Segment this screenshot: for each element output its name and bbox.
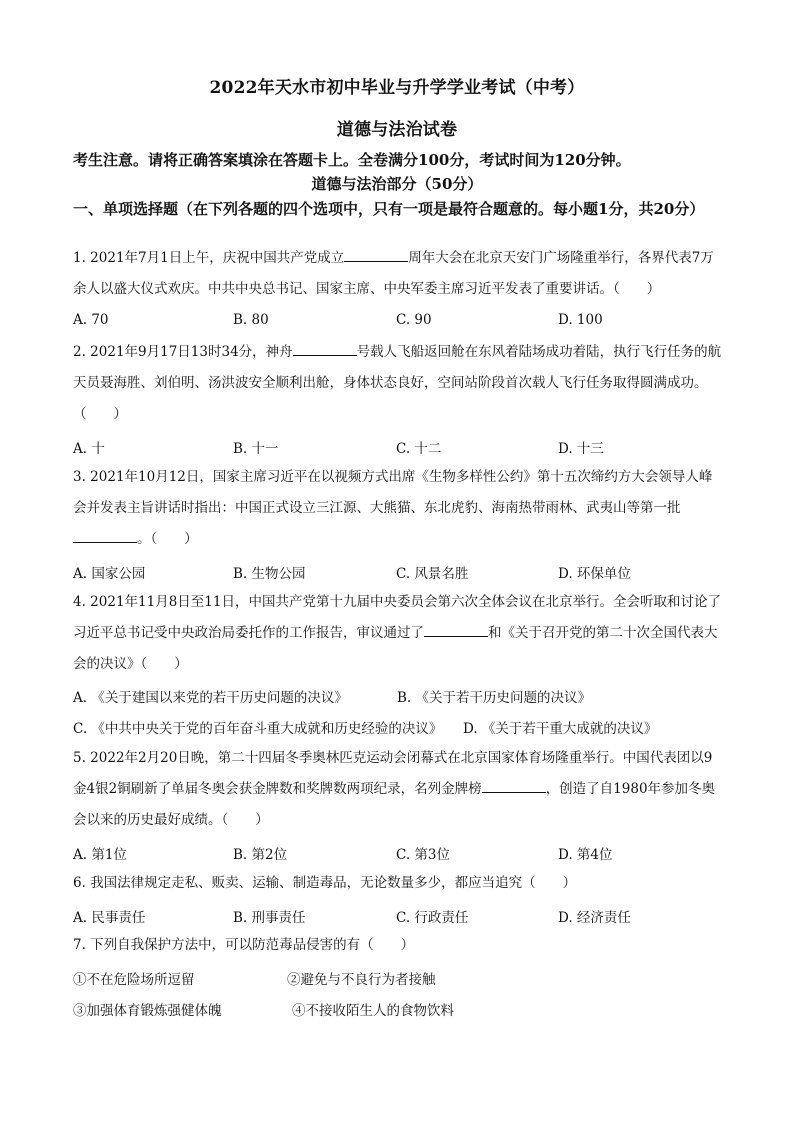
- option-a: A. 民事责任: [73, 910, 146, 926]
- exam-notice: 考生注意。请将正确答案填涂在答题卡上。全卷满分100分，考试时间为120分钟。: [73, 151, 631, 169]
- answer-blank: [424, 622, 488, 637]
- option-c: C. 行政责任: [396, 910, 469, 926]
- option-b: B. 十一: [233, 441, 279, 457]
- option-d: D. 第4位: [558, 847, 613, 863]
- question-3-text-after: 。（ ）: [137, 531, 198, 547]
- question-1-options: [73, 312, 723, 332]
- question-4-text-before: 4. 2021年11月8日至11日，中国共产党第十九届中央委员会第六次全体会议在北京举行。全会听取和讨论了习近平总书记受中央政治局委托作的工作报告，审议通过了: [73, 594, 721, 641]
- option-c: C. 《中共中央关于党的百年奋斗重大成就和历史经验的决议》: [73, 721, 443, 737]
- question-2: [73, 337, 723, 430]
- option-a: A. 70: [73, 312, 109, 328]
- option-c: C. 风景名胜: [396, 566, 469, 582]
- section-heading: 一、单项选择题（在下列各题的四个选项中，只有一项是最符合题意的。每小题1分，共20分）: [73, 200, 705, 218]
- option-b: B. 第2位: [233, 847, 288, 863]
- question-1-text-before: 1. 2021年7月1日上午，庆祝中国共产党成立: [73, 250, 345, 266]
- option-d: D. 十三: [558, 441, 604, 457]
- question-5-text-before: 5. 2022年2月20日晚，第二十四届冬季奥林匹克运动会闭幕式在北京国家体育场隆重举行。中国代表团以9金4银2铜刷新了单届冬奥会获金牌数和奖牌数两项纪录，名列金牌榜: [73, 750, 713, 797]
- option-d: D. 经济责任: [558, 910, 631, 926]
- question-1: [73, 243, 723, 305]
- choice-1: ①不在危险场所逗留: [73, 972, 195, 988]
- question-5-text-after: ，创造了自1980年参加冬奥会以来的历史最好成绩。（ ）: [73, 781, 716, 828]
- question-6: [73, 868, 723, 899]
- question-3-options: [73, 562, 723, 582]
- answer-blank: [482, 778, 546, 793]
- exam-title: 2022年天水市初中毕业与升学学业考试（中考）: [209, 78, 585, 98]
- option-b: B. 刑事责任: [233, 910, 306, 926]
- question-3-text-before: 3. 2021年10月12日，国家主席习近平在以视频方式出席《生物多样性公约》第十五次缔约方大会领导人峰会并发表主旨讲话时指出：中国正式设立三江源、大熊猫、东北虎豹、海南热带雨林、武夷山等第一批: [73, 469, 713, 516]
- option-b: B. 生物公园: [233, 566, 306, 582]
- option-b: B. 80: [233, 312, 269, 328]
- question-7: [73, 930, 723, 961]
- choice-2: ②避免与不良行为者接触: [287, 972, 436, 988]
- part-heading: 道德与法治部分（50分）: [311, 175, 483, 193]
- option-a: A. 《关于建国以来党的若干历史问题的决议》: [73, 690, 348, 706]
- question-3: [73, 462, 723, 555]
- option-a: A. 十: [73, 441, 105, 457]
- question-6-text: 6. 我国法律规定走私、贩卖、运输、制造毒品，无论数量多少，都应当追究（ ）: [73, 875, 577, 891]
- answer-blank: [293, 341, 357, 356]
- question-1-text-after: 周年大会在北京天安门广场隆重举行，各界代表7万余人以盛大仪式欢庆。中共中央总书记、国家主席、中央军委主席习近平发表了重要讲话。（ ）: [73, 250, 714, 297]
- question-2-text-before: 2. 2021年9月17日13时34分，神舟: [73, 344, 293, 360]
- question-7-text: 7. 下列自我保护方法中，可以防范毒品侵害的有（ ）: [73, 937, 415, 953]
- option-c: C. 第3位: [396, 847, 451, 863]
- option-d: D. 环保单位: [558, 566, 631, 582]
- option-c: C. 90: [396, 312, 432, 328]
- option-c: C. 十二: [396, 441, 442, 457]
- option-a: A. 第1位: [73, 847, 127, 863]
- answer-blank: [344, 247, 408, 262]
- question-6-options: [73, 906, 723, 926]
- choice-3: ③加强体育锻炼强健体魄: [73, 1003, 222, 1019]
- choice-4: ④不接收陌生人的食物饮料: [292, 1003, 454, 1019]
- option-a: A. 国家公园: [73, 566, 146, 582]
- answer-blank: [73, 528, 137, 543]
- option-b: B. 《关于若干历史问题的决议》: [397, 690, 592, 706]
- exam-subject: 道德与法治试卷: [336, 120, 458, 140]
- option-d: D. 《关于若干重大成就的决议》: [463, 721, 658, 737]
- question-4: [73, 587, 723, 680]
- question-5: [73, 743, 723, 836]
- question-4-text-after: 和《关于召开党的第二十次全国代表大会的决议》（ ）: [73, 625, 718, 672]
- question-2-text-after: 号载人飞船返回舱在东风着陆场成功着陆，执行飞行任务的航天员聂海胜、刘伯明、汤洪波安全顺利出舱，身体状态良好，空间站阶段首次载人飞行任务取得圆满成功。（ ）: [73, 344, 722, 422]
- question-5-options: [73, 843, 723, 863]
- option-d: D. 100: [558, 312, 603, 328]
- question-2-options: [73, 437, 723, 457]
